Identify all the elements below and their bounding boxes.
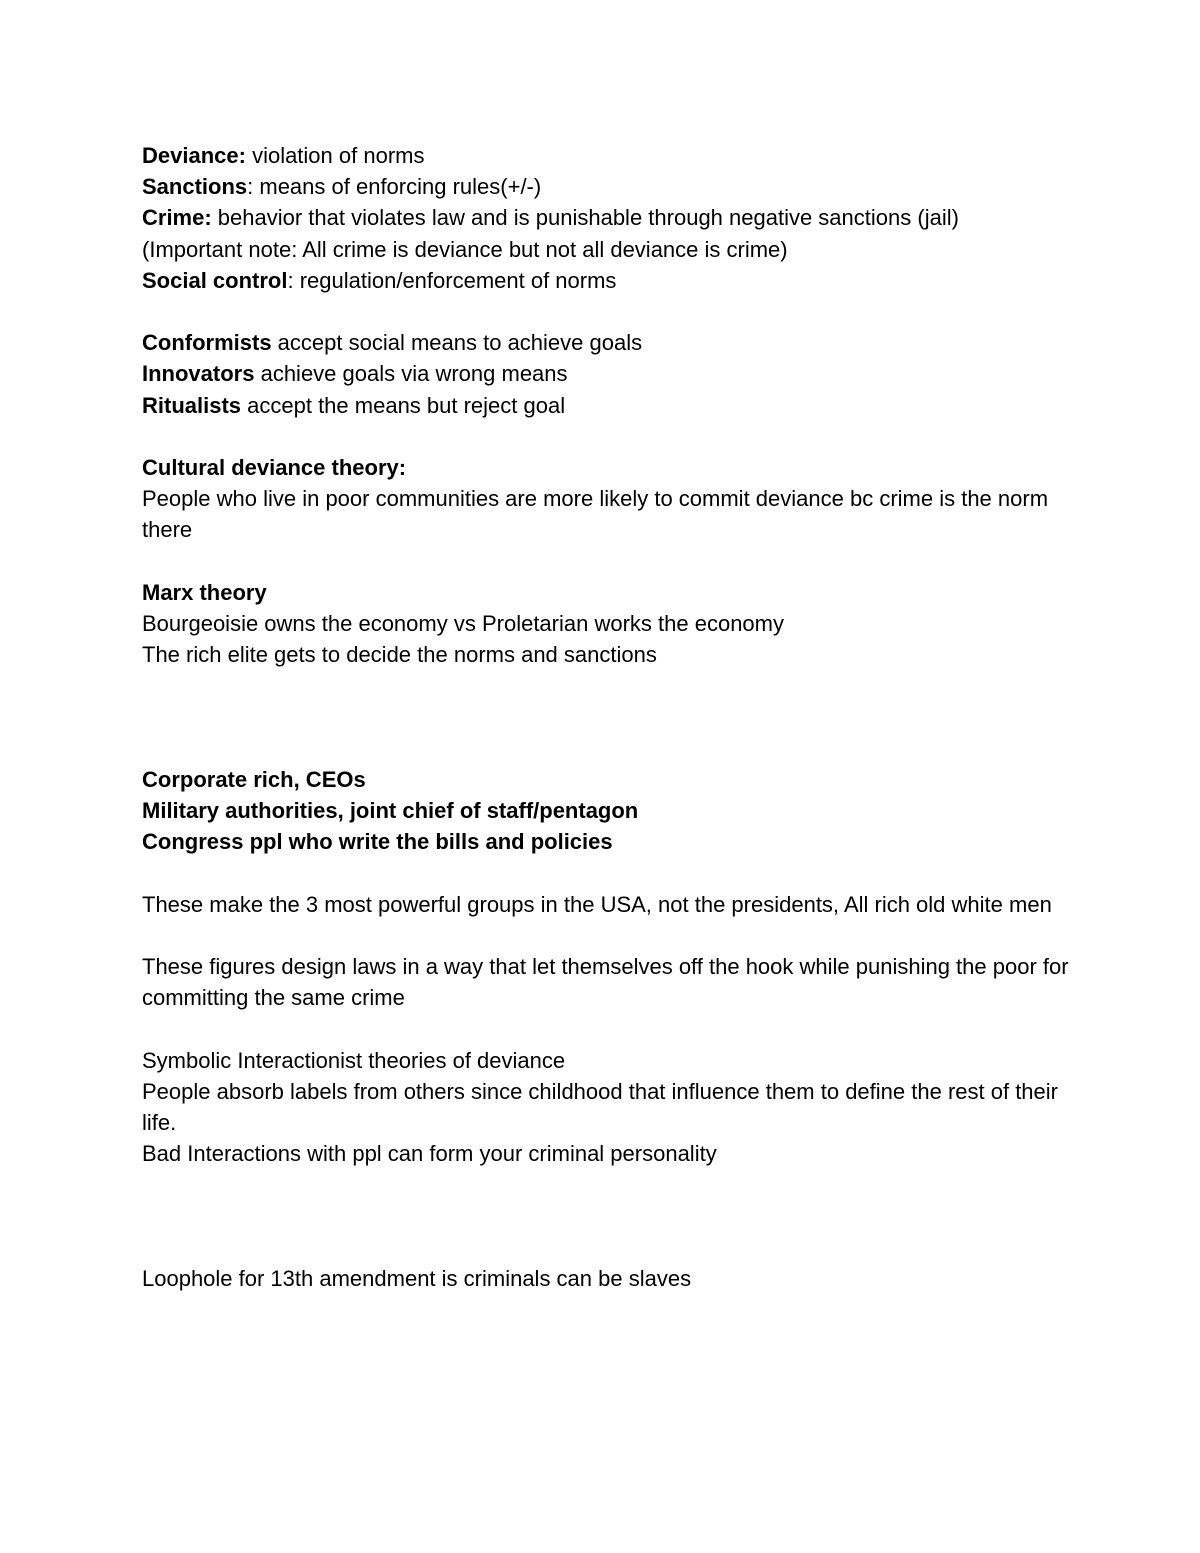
marx-line: Bourgeoisie owns the economy vs Proletarian works the economy [142,611,784,636]
cultural-text: People who live in poor communities are more likely to commit deviance bc crime is the norm there [142,486,1049,543]
symbolic-heading: Symbolic Interactionist theories of deviance [142,1047,566,1073]
definition-text: behavior that violates law and is punishable through negative sanctions (jail) [211,205,959,231]
merton-term: Conformists [142,330,272,356]
definition-text: (Important note: All crime is deviance but not all deviance is crime) [142,236,788,262]
definition-social-control [142,265,1072,296]
definition-term: Deviance: [142,143,246,168]
cultural-heading: Cultural deviance theory: [142,455,407,480]
merton-conformists [142,327,1072,358]
power-group: Congress ppl who write the bills and policies [142,829,613,855]
symbolic-line: Bad Interactions with ppl can form your criminal personality [142,1141,717,1167]
spacer [142,1014,1072,1045]
definition-text: : means of enforcing rules(+/-) [247,174,542,200]
spacer [142,920,1072,951]
symbolic-line: People absorb labels from others since childhood that influence them to define the rest of their life. [142,1078,1058,1136]
merton-innovators [142,358,1072,389]
power-group: Military authorities, joint chief of staff/pentagon [142,798,639,824]
spacer [142,546,1072,577]
definition-crime [142,202,1072,233]
definition-deviance [142,140,1072,171]
document-body [142,140,1072,1294]
spacer [142,1232,1072,1263]
definition-text: violation of norms [245,143,425,168]
merton-text: accept social means to achieve goals [271,330,643,356]
marx-heading: Marx theory [142,579,267,605]
definition-term: Sanctions [142,174,248,200]
merton-text: achieve goals via wrong means [254,361,568,387]
spacer [142,670,1072,764]
definition-text: : regulation/enforcement of norms [287,267,617,293]
merton-term: Innovators [142,361,255,387]
merton-term: Ritualists [142,392,242,418]
definition-term: Crime: [142,205,212,231]
important-note [142,234,1072,265]
merton-ritualists [142,390,1072,421]
loophole-note: Loophole for 13th amendment is criminals can be slaves [142,1266,692,1292]
spacer [142,421,1072,452]
spacer [142,1170,1072,1232]
spacer [142,296,1072,327]
marx-line: The rich elite gets to decide the norms and sanctions [142,642,657,668]
definition-term: Social control [142,267,288,293]
power-group: Corporate rich, CEOs [142,767,366,792]
definition-sanctions [142,171,1072,202]
spacer [142,858,1072,889]
merton-text: accept the means but reject goal [241,392,566,418]
power-note: These figures design laws in a way that let themselves off the hook while punishing the poor for committing the same crime [142,954,1069,1011]
power-note: These make the 3 most powerful groups in the USA, not the presidents, All rich old white men [142,891,1052,917]
